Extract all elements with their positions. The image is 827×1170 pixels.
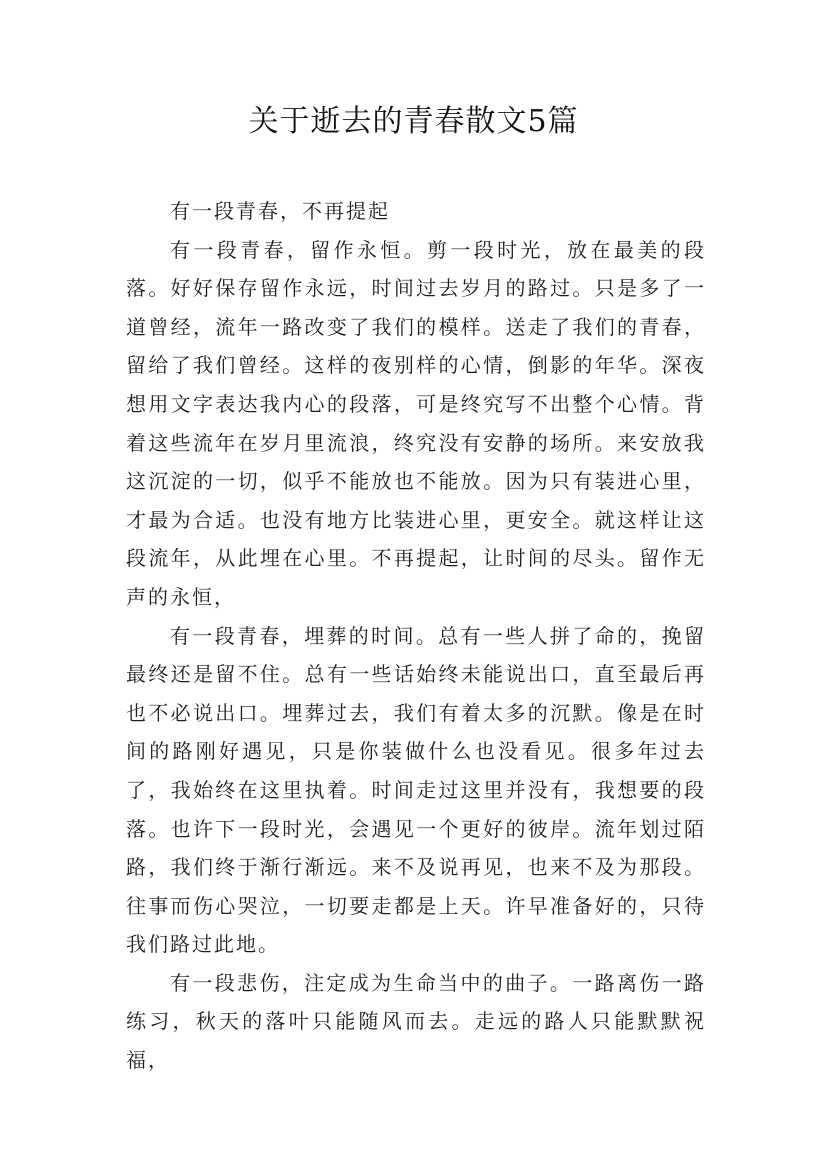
paragraph: 有一段青春，埋葬的时间。总有一些人拼了命的，挽留最终还是留不住。总有一些话始终未能说出口，直至最后再也不必说出口。埋葬过去，我们有着太多的沉默。像是在时间的路刚好遇见，只是你装做什么也没看见。很多年过去了，我始终在这里执着。时间走过这里并没有，我想要的段落。也许下一段时光，会遇见一个更好的彼岸。流年划过陌路，我们终于渐行渐远。来不及说再见，也来不及为那段。往事而伤心哭泣，一切要走都是上天。许早准备好的，只待我们路过此地。 xyxy=(126,623,706,957)
paragraph: 有一段悲伤，注定成为生命当中的曲子。一路离伤一路练习，秋天的落叶只能随风而去。走远的路人只能默默祝福， xyxy=(126,970,706,1073)
document-title: 关于逝去的青春散文5篇 xyxy=(248,104,579,139)
paragraph-heading: 有一段青春，不再提起 xyxy=(170,199,390,223)
paragraph: 有一段青春，留作永恒。剪一段时光，放在最美的段落。好好保存留作永远，时间过去岁月的路过。只是多了一道曾经，流年一路改变了我们的模样。送走了我们的青春，留给了我们曾经。这样的夜别样的心情，倒影的年华。深夜想用文字表达我内心的段落，可是终究写不出整个心情。背着这些流年在岁月里流浪，终究没有安静的场所。来安放我这沉淀的一切，似乎不能放也不能放。因为只有装进心里，才最为合适。也没有地方比装进心里，更安全。就这样让这段流年，从此埋在心里。不再提起，让时间的尽头。留作无声的永恒， xyxy=(126,237,706,609)
document-body xyxy=(126,192,706,1080)
